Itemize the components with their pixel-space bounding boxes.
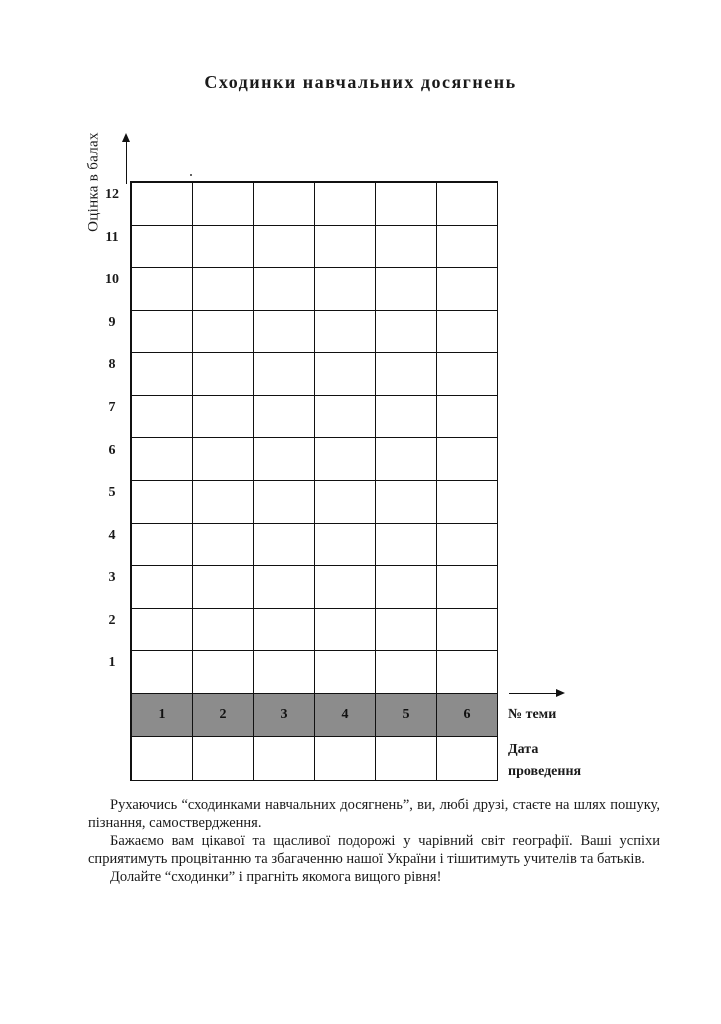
score-cell	[254, 183, 315, 226]
score-cell	[315, 311, 376, 354]
score-cell	[193, 183, 254, 226]
score-cell	[193, 481, 254, 524]
score-cell	[315, 651, 376, 694]
score-cell	[132, 566, 193, 609]
score-cell	[376, 268, 437, 311]
score-cell	[315, 268, 376, 311]
score-cell	[254, 524, 315, 567]
score-cell	[193, 311, 254, 354]
score-cell	[254, 481, 315, 524]
date-label-line2: проведення	[508, 764, 582, 779]
score-cell	[193, 609, 254, 652]
score-cell	[315, 438, 376, 481]
y-tick-label: 12	[105, 187, 119, 202]
score-cell	[376, 566, 437, 609]
page-title: Сходинки навчальних досягнень	[204, 72, 517, 92]
score-cell	[376, 524, 437, 567]
y-tick-label: 10	[105, 272, 119, 288]
score-cell	[254, 311, 315, 354]
y-tick-label: 1	[108, 655, 116, 671]
topic-number-cell: 2	[193, 694, 254, 737]
score-cell	[193, 396, 254, 439]
score-cell	[437, 396, 498, 439]
date-cell	[254, 737, 315, 781]
score-cell	[254, 396, 315, 439]
x-axis-arrow-icon	[509, 693, 557, 694]
score-cell	[254, 609, 315, 652]
score-cell	[254, 651, 315, 694]
y-tick-label: 9	[108, 314, 116, 330]
topic-number-cell: 1	[132, 694, 193, 737]
score-cell	[437, 353, 498, 396]
score-cell	[254, 226, 315, 269]
score-cell	[315, 226, 376, 269]
score-cell	[376, 183, 437, 226]
y-axis-label: Оцінка в балах	[85, 132, 102, 232]
date-cell	[376, 737, 437, 781]
score-cell	[437, 438, 498, 481]
score-cell	[376, 609, 437, 652]
score-cell	[437, 609, 498, 652]
score-cell	[132, 226, 193, 269]
topic-number-cell: 6	[437, 694, 498, 737]
score-cell	[437, 226, 498, 269]
paragraph: Рухаючись “сходинками навчальних досягнень”, ви, любі друзі, стаєте на шлях пошуку, пізнання, самоствердження.	[88, 797, 660, 831]
score-cell	[376, 353, 437, 396]
score-cell	[254, 438, 315, 481]
score-cell	[193, 268, 254, 311]
score-cell	[437, 481, 498, 524]
score-cell	[254, 566, 315, 609]
intro-text	[88, 796, 660, 886]
topic-number-cell: 4	[315, 694, 376, 737]
score-cell	[132, 524, 193, 567]
score-cell	[376, 481, 437, 524]
date-cell	[132, 737, 193, 781]
score-cell	[376, 438, 437, 481]
y-tick-label: 5	[108, 485, 116, 501]
date-cell	[437, 737, 498, 781]
score-cell	[376, 396, 437, 439]
score-cell	[254, 268, 315, 311]
score-cell	[376, 311, 437, 354]
score-cell	[376, 651, 437, 694]
score-cell	[315, 396, 376, 439]
score-cell	[193, 524, 254, 567]
score-cell	[193, 353, 254, 396]
score-cell	[254, 353, 315, 396]
date-cell	[315, 737, 376, 781]
score-cell	[315, 524, 376, 567]
score-cell	[193, 651, 254, 694]
score-cell	[437, 183, 498, 226]
y-tick-label: 7	[108, 399, 116, 415]
date-label-line1: Дата	[508, 742, 539, 757]
y-tick-label: 11	[105, 229, 119, 245]
score-cell	[437, 524, 498, 567]
score-cell	[437, 268, 498, 311]
score-cell	[437, 311, 498, 354]
paragraph: Долайте “сходинки” і прагніть якомога вищого рівня!	[110, 869, 442, 885]
topic-number-cell: 3	[254, 694, 315, 737]
score-cell	[132, 609, 193, 652]
y-tick-label: 4	[108, 527, 116, 543]
score-cell	[437, 566, 498, 609]
x-axis-label: № теми	[508, 707, 557, 722]
paragraph: Бажаємо вам цікавої та щасливої подорожі у чарівний світ географії. Ваші успіхи сприятимуть процвітанню та збагаченню нашої України і тішитимуть учителів та батьків.	[88, 833, 660, 867]
stray-dot	[190, 174, 192, 176]
score-cell	[132, 311, 193, 354]
y-tick-label: 3	[108, 570, 116, 586]
score-cell	[132, 396, 193, 439]
y-tick-label: 2	[108, 612, 116, 628]
y-tick-label: 8	[108, 357, 116, 373]
score-cell	[437, 651, 498, 694]
y-tick-label: 6	[108, 442, 116, 458]
score-cell	[132, 268, 193, 311]
score-cell	[315, 566, 376, 609]
score-cell	[193, 438, 254, 481]
score-cell	[132, 438, 193, 481]
score-cell	[315, 183, 376, 226]
score-cell	[376, 226, 437, 269]
date-cell	[193, 737, 254, 781]
score-cell	[315, 609, 376, 652]
score-cell	[132, 183, 193, 226]
score-cell	[132, 481, 193, 524]
y-axis-arrow-icon	[126, 140, 127, 184]
score-cell	[315, 481, 376, 524]
topic-number-cell: 5	[376, 694, 437, 737]
score-cell	[193, 566, 254, 609]
achievement-grid	[130, 181, 498, 781]
score-cell	[132, 651, 193, 694]
score-cell	[315, 353, 376, 396]
score-cell	[193, 226, 254, 269]
score-cell	[132, 353, 193, 396]
